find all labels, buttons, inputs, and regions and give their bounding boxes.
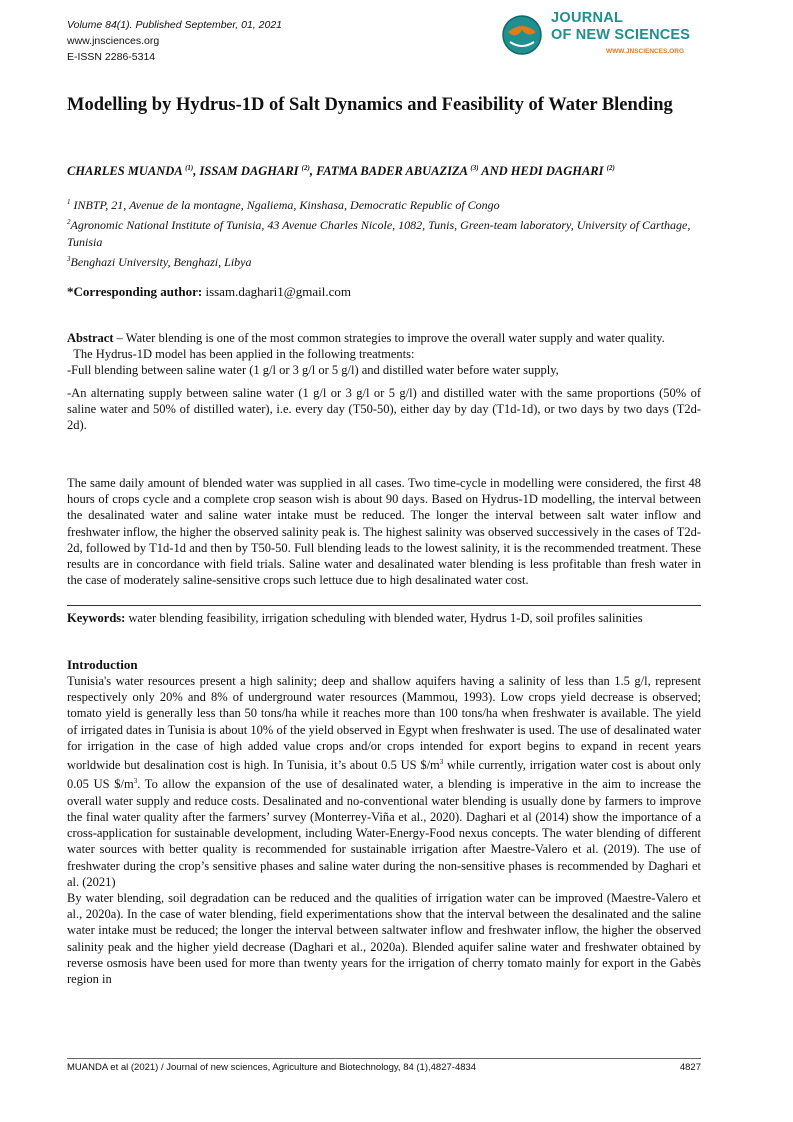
keywords-label: Keywords: bbox=[67, 611, 126, 625]
journal-header-meta bbox=[67, 17, 282, 65]
logo-title-line2: OF NEW SCIENCES bbox=[551, 27, 691, 43]
logo-url: WWW.JNSCIENCES.ORG bbox=[606, 48, 685, 55]
affiliation-item: $^2$Agronomic National Institute of Tunisia, 43 Avenue Charles Nicole, 1082, Tunis, Green-team laboratory, University of Carthage, Tunisia bbox=[67, 218, 691, 249]
author-affil-ref: (3) bbox=[470, 164, 479, 172]
author-name: FATMA BADER ABUAZIZA bbox=[316, 164, 468, 179]
author-name: CHARLES MUANDA bbox=[67, 164, 182, 179]
volume-info: Volume 84(1). Published September, 01, 2021 bbox=[67, 19, 282, 31]
corresponding-author bbox=[67, 284, 351, 300]
author-name: ISSAM DAGHARI bbox=[199, 164, 299, 179]
abstract-paragraph: The Hydrus-1D model has been applied in the following treatments: bbox=[67, 347, 415, 362]
abstract-paragraph: -Full blending between saline water (1 g/l or 3 g/l or 5 g/l) and distilled water before water supply, bbox=[67, 363, 559, 378]
page-footer bbox=[67, 1062, 701, 1073]
affiliation-item: $^3$Benghazi University, Benghazi, Libya bbox=[67, 255, 252, 269]
affiliations bbox=[67, 194, 707, 271]
keywords bbox=[67, 610, 701, 626]
author-name: HEDI DAGHARI bbox=[510, 164, 604, 179]
abstract-label: Abstract bbox=[67, 331, 114, 345]
globe-logo-icon bbox=[498, 10, 548, 60]
abstract-paragraph: The same daily amount of blended water was supplied in all cases. Two time-cycle in modelling were considered, the first 48 hours of crops cycle and a complete crop season wish is about 90 days. Based on Hydrus-1D modelling, the interval between the desalinated water and saline water intake must be reduced. The longer the interval between salt water inflow and freshwater inflow, the higher the observed salinity peak is. The highest salinity was observed successively in the cases of T2d-2d, followed by T1d-1d and then by T50-50. Full blending leads to the lowest salinity, it is the recommended treatment. These results are in concordance with field trials. Saline water and desalinated water blending is less profitable than fresh water in the case of moderately saline-sensitive crops such lettuce due to high desalinated water cost. bbox=[67, 476, 701, 588]
abstract-intro: Abstract – Water blending is one of the most common strategies to improve the overall water supply and water quality. bbox=[67, 331, 665, 345]
journal-website: www.jnsciences.org bbox=[67, 35, 160, 47]
abstract-divider bbox=[67, 605, 701, 606]
page-number: 4827 bbox=[679, 1062, 701, 1073]
affiliation-item: $^1$ INBTP, 21, Avenue de la montagne, Ngaliema, Kinshasa, Democratic Republic of Congo bbox=[67, 198, 500, 212]
body-paragraph: Tunisia's water resources present a high salinity; deep and shallow aquifers having a salinity of less than 1.5 g/l, represent respectively only 20% and 8% of underground water resources (Mammou, 1993). Low crops yield decrease is observed; tomato yield is generally less than 50 tons/ha while it reaches more than 100 tons/ha when freshwater is available. The yield of irrigated dates in Tunisia is about 10% of the yield observed in Egypt when freshwater is used. The use of desalinated water for irrigation in the case of high added value crops and/or crops intended for export begins to expand in recent years worldwide but desalination cost is high. In Tunisia, it’s about 0.5 US $\$/m^3$ while currently, irrigation water cost is about only 0.05 US $\$/m^3$. To allow the expansion of the use of desalinated water, a blending is imperative in the aim to increase the overall water supply and reduce costs. Desalinated and no-conventional water blending is usually done by farmers to improve the final water quality after the farmers’ survey (Monterrey-Viña et al., 2020). Daghari et al (2014) show the importance of a cross-application for sustainable development, including Water-Energy-Food nexus concepts. The water blending of different water sources with better quality is recommended for sustainable irrigation after Maestre-Valero et al. (2019). The use of freshwater during the crop’s sensitive phases and saline water during the non-sensitive phases is recommended by Daghari et al. (2021) bbox=[67, 674, 701, 889]
logo-title-line1: JOURNAL bbox=[551, 10, 624, 26]
journal-issn: E-ISSN 2286-5314 bbox=[67, 51, 156, 63]
corresponding-label: *Corresponding author: bbox=[67, 284, 203, 299]
author-affil-ref: (1) bbox=[185, 164, 194, 172]
corresponding-email[interactable]: issam.daghari1@gmail.com bbox=[202, 284, 352, 299]
introduction-body bbox=[67, 673, 701, 987]
keywords-text: water blending feasibility, irrigation scheduling with blended water, Hydrus 1-D, soil profiles salinities bbox=[125, 611, 643, 625]
author-list: CHARLES MUANDA $^{(1)}$, ISSAM DAGHARI $^{(2)}$, FATMA BADER ABUAZIZA $^{(3)}$ AND HEDI DAGHARI $^{(2)}$ bbox=[67, 164, 615, 179]
paper-title: Modelling by Hydrus-1D of Salt Dynamics and Feasibility of Water Blending bbox=[67, 95, 673, 115]
footer-divider bbox=[67, 1058, 701, 1059]
body-paragraph: By water blending, soil degradation can be reduced and the qualities of irrigation water can be improved (Maestre-Valero et al., 2020a). In the case of water blending, field experimentations show that the interval between the desalinated and the saline water intake must be reduced; the longer the interval between saltwater inflow and freshwater inflow, the higher the observed salinity peak and the higher yield decrease (Daghari et al., 2020a). Blended aquifer saline water and freshwater obtained by reverse osmosis have been used for more than twenty years for the irrigation of cherry tomato mainly for export in the Gabès region in bbox=[67, 890, 701, 986]
journal-logo bbox=[498, 10, 703, 60]
abstract-section bbox=[67, 330, 701, 433]
footer-citation: MUANDA et al (2021) / Journal of new sciences, Agriculture and Biotechnology, 84 (1),4827-4834 bbox=[67, 1062, 477, 1073]
author-affil-ref: (2) bbox=[606, 164, 615, 172]
author-affil-ref: (2) bbox=[301, 164, 310, 172]
abstract-summary bbox=[67, 475, 701, 588]
abstract-paragraph: -An alternating supply between saline water (1 g/l or 3 g/l or 5 g/l) and distilled water with the same proportions (50% of saline water and 50% of distilled water), i.e. every day (T50-50), either day by day (T1d-1d), or two days by two days (T2d-2d). bbox=[67, 385, 701, 433]
section-heading-introduction: Introduction bbox=[67, 657, 138, 672]
